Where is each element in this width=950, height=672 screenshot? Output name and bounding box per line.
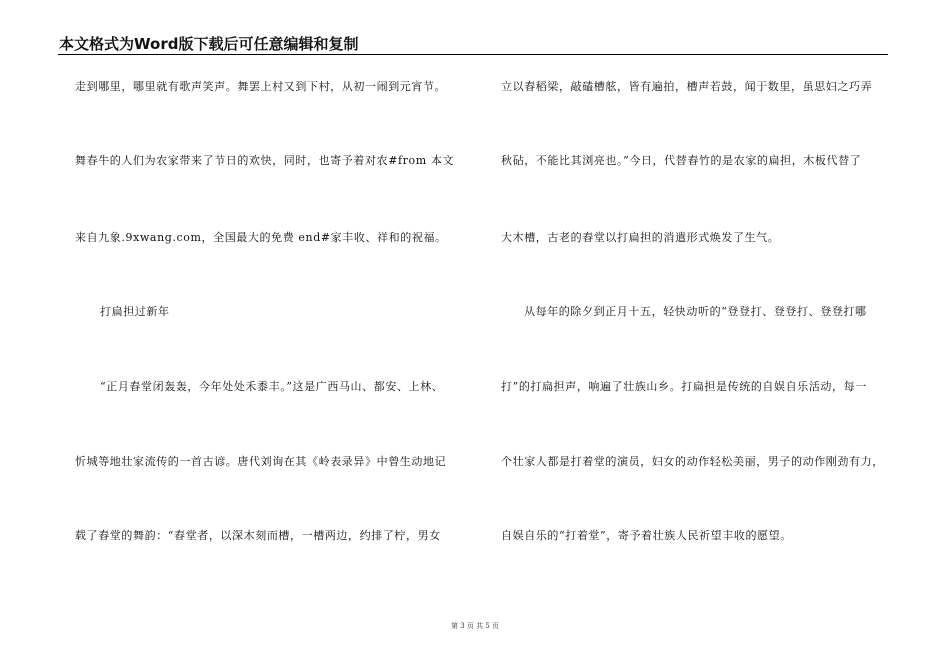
left-heading: 打扁担过新年 xyxy=(100,305,170,318)
left-line-7: 载了舂堂的舞韵：“舂堂者，以深木刻而槽，一槽两边，约排了柠，男女 xyxy=(75,529,441,542)
right-line-4: 从每年的除夕到正月十五，轻快动听的“登登打、登登打、登登打哪 xyxy=(524,305,867,318)
right-line-7: 自娱自乐的“打着堂”，寄予着壮族人民祈望丰收的愿望。 xyxy=(501,529,792,542)
header-divider xyxy=(58,54,888,55)
left-line-3: 来自九象.9xwang.com，全国最大的免费 end#家丰收、祥和的祝福。 xyxy=(75,231,447,244)
left-line-5: “正月舂堂闭轰轰，今年处处禾黍丰。”这是广西马山、都安、上林、 xyxy=(100,380,444,393)
page-header-title: 本文格式为Word版下载后可任意编辑和复制 xyxy=(59,35,359,53)
left-line-6: 忻城等地壮家流传的一首古谚。唐代刘询在其《岭表录异》中曾生动地记 xyxy=(75,455,447,468)
right-line-6: 个壮家人都是打着堂的演员，妇女的动作轻松美丽，男子的动作刚劲有力， xyxy=(501,455,884,468)
right-line-5: 打”的打扁担声，响遍了壮族山乡。打扁担是传统的自娱自乐活动，每一 xyxy=(501,380,867,393)
right-line-3: 大木槽，古老的舂堂以打扁担的消遣形式焕发了生气。 xyxy=(501,231,780,244)
left-line-1: 走到哪里，哪里就有歌声笑声。舞罢上村又到下村，从初一闹到元宵节。 xyxy=(75,80,447,93)
right-line-2: 秋砧，不能比其浏亮也。”今日，代替舂竹的是农家的扁担，木板代替了 xyxy=(501,154,862,167)
left-line-2: 舞春牛的人们为农家带来了节日的欢快，同时，也寄予着对农#from 本文 xyxy=(75,154,455,167)
right-line-1: 立以舂稻梁，敲磕槽舷，皆有遍拍，槽声若鼓，闻于数里，虽思妇之巧弄 xyxy=(501,80,873,93)
page-number: 第 3 页 共 5 页 xyxy=(450,622,500,630)
